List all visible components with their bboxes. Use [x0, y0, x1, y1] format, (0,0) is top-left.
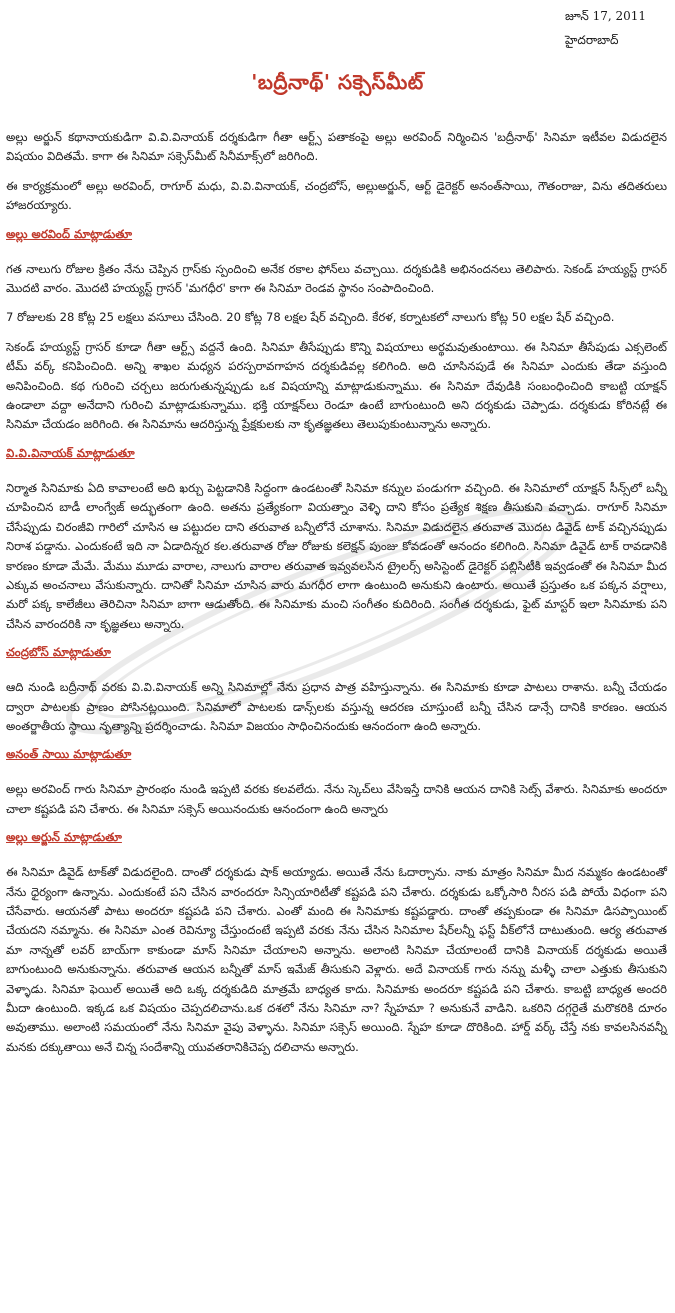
date-text: జూన్ 17, 2011 — [565, 9, 647, 23]
section-heading: అల్లు అరవింద్ మాట్లాడుతూ — [6, 226, 133, 241]
section-heading: అల్లు అర్జున్ మాట్లాడుతూ — [6, 830, 122, 845]
section-heading: అనంత్ సాయి మాట్లాడుతూ — [6, 747, 132, 762]
place-text: హైదరాబాద్ — [565, 33, 619, 47]
section-paragraph: ఆది నుండి బద్రీనాథ్ వరకు వి.వి.వినాయక్ అన్ని సినిమాల్లో నేను ప్రధాన పాత్ర వహిస్తున్నాను. ఈ సినిమాకు కూడా పాటలు రాశాను. బన్నీ చేయడం ద్వారా పాటలకు ప్రాణం పోసినట్లయింది. సినిమాలో పాటలకు డాన్స్‌లకు వస్తున్న ఆదరణ చూస్తుంటే బన్నీ చేసిన డాన్సే దానికి కారణం. ఆయన అంతర్జాతీయ స్థాయి నృత్యాన్ని ప్రదర్శించాడు. సినిమా విజయం సాధించినందుకు ఆనందంగా ఉంది అన్నారు. — [6, 680, 667, 733]
intro-paragraph: ఈ కార్యక్రమంలో అల్లు అరవింద్, రాగూర్ మధు, వి.వి.వినాయక్, చంద్రబోస్, అల్లుఅర్జున్, ఆర్ట్ డైరెక్టర్ అనంత్‌సాయి, గౌతంరాజు, విను తదితరులు హాజరయ్యారు. — [6, 178, 667, 213]
section-paragraph: ఈ సినిమా డివైడ్ టాక్‌తో విడుదలైంది. దాంతో దర్శకుడు షాక్ అయ్యాడు. అయితే నేను ఓదార్చాను. నాకు మాత్రం సినిమా మీద నమ్మకం ఉండటంతో నేను ధైర్యంగా ఉన్నాను. ఎందుకంటే పని చేసిన వారందరూ సిన్సియారిటీతో కష్టపడి పని చేశారు. దర్శకుడు ఒక్కోసారి నీరస పడి పోయే విధంగా పని చేసేవారు. ఆయనతో పాటు అందరూ కష్టపడి పని చేశారు. ఎంతో మంది ఈ సినిమాకు కష్టపడ్డారు. దాంతో తప్పకుండా ఈ సినిమా డిసప్పాయింట్ చేయదని నమ్మాను. ఈ సినిమా ఎంత రెవిన్యూ చేస్తుందంటే ఇప్పటి వరకు నేను చేసిన సినిమాల షేర్‌లన్నీ ఫస్ట్ వీక్‌లోనే దాటుతుంది. ఆర్య తరువాత మా నాన్నతో లవర్ బాయ్‌గా కాకుండా మాస్ సినిమా చేయాలని అన్నాను. అలాంటి సినిమా చేయాలంటే దానికి వినాయక్ దర్శకుడు అయితే బాగుంటుంది అనుకున్నాను. తరువాత ఆయన బన్నీతో మాస్ ఇమేజ్ తీసుకుని వెళ్లారు. అదే వినాయక్ గారు నన్ను మళ్ళీ చాలా ఎత్తుకు తీసుకుని వెళ్ళాడు. సినిమా ఫెయిల్ అయితే అది ఒక్క దర్శకుడిది మాత్రమే బాధ్యత కాదు. సినిమాకు అందరూ కష్టపడి పని చేశారు. కాబట్టి బాధ్యత అందరి మీదా ఉంటుంది. ఇక్కడ ఒక విషయం చెప్పదలిచాను.ఒక దశలో నేను సినిమా నా? స్నేహమా ? అనుకునే వాడిని. ఒకరిని దగ్గరైతే మరొకరికి దూరం అవుతాము. అలాంటి సమయంలో నేను సినిమా వైపు వెళ్ళాను. సినిమా సక్సెస్ అయింది. స్నేహ కూడా దొరికింది. హార్డ్ వర్క్ చేస్తే నకు కావలసినవన్నీ మనకు దక్కుతాయి అనే చిన్న సందేశాన్ని యువతరానికిచెప్ప దలిచాను అన్నారు. — [6, 865, 667, 1054]
section-paragraph: 7 రోజులకు 28 కోట్ల 25 లక్షలు వసూలు చేసింది. 20 కోట్ల 78 లక్షల షేర్ వచ్చింది. కేరళ, కర్నాటకలో నాలుగు కోట్ల 50 లక్షల షేర్ వచ్చింది. — [6, 310, 615, 325]
section-paragraph: సెకండ్ హయ్యస్ట్ గ్రాసర్ కూడా గీతా ఆర్ట్స్ వద్దనే ఉంది. సినిమా తీసేప్పుడు కొన్ని విషయాలు అర్థమవుతుంటాయి. ఈ సినిమా తీసేపుడు ఎక్సలెంట్ టీమ్ వర్క్ కనిపించింది. అన్ని శాఖల మధ్యన పరస్పరావగాహన దర్శకుడివల్ల కలిగింది. అది చూసినపుడే ఈ సినిమా ఎందుకు తేడా వస్తుంది అనిపించింది. కథ గురించి చర్చలు జరుగుతున్నప్పుడు ఒక విషయాన్ని మాట్లాడుకున్నాము. ఈ సినిమా దేవుడికి సంబంధించింది కాబట్టి యాక్షన్ ఉండాలా వద్దా అనేదాని గురించి మాట్లాడుకున్నాము. భక్తి యాక్షన్‌లు రెండూ ఉంటే బాగుంటుంది అని దర్శకుడు చెప్పాడు. దర్శకుడు కోరినట్లే ఈ సినిమా చేయడం జరిగింది. ఈ సినిమాను ఆదరిస్తున్న ప్రేక్షకులకు నా కృతజ్ఞతలు తెలుపుకుంటున్నాను అన్నారు. — [6, 339, 667, 432]
section-paragraph: గత నాలుగు రోజుల క్రితం నేను చెప్పిన గ్రాస్‌కు స్పందించి అనేక రకాల ఫోన్‌లు వచ్చాయి. దర్శకుడికి అభినందనలు తెలిపారు. సెకండ్ హయ్యస్ట్ గ్రాసర్ మొదటి వారం. మొదటి హయ్యస్ట్ గ్రాసర్ 'మగధీర' కాగా ఈ సినిమా రెండవ స్థానం సంపాదించింది. — [6, 261, 667, 296]
intro-paragraph: అల్లు అర్జున్ కథానాయకుడిగా వి.వి.వినాయక్ దర్శకుడిగా గీతా ఆర్ట్స్ పతాకంపై అల్లు అరవింద్ నిర్మించిన 'బద్రీనాథ్' సినిమా ఇటీవల విడుదలైన విషయం విదితమే. కాగా ఈ సినిమా సక్సెస్‌మీట్ సినీమాక్స్‌లో జరిగింది. — [6, 130, 667, 164]
section-paragraph: అల్లు అరవింద్ గారు సినిమా ప్రారంభం నుండి ఇప్పటి వరకు కలవలేదు. నేను స్కెచ్‌లు వేసిఇస్తే దానికి ఆయన దానికి సెట్స్ వేశారు. సినిమాకు అందరూ చాలా కష్టపడి పని చేశారు. ఈ సినిమా సక్సెస్ అయినందుకు ఆనందంగా ఉంది అన్నారు — [6, 782, 667, 816]
dateline — [565, 4, 657, 52]
page-title: 'బద్రీనాథ్' సక్సెస్‌మీట్ — [251, 70, 424, 94]
section-heading: చంద్రబోస్ మాట్లాడుతూ — [6, 645, 111, 660]
section-heading: వి.వి.వినాయక్ మాట్లాడుతూ — [6, 445, 135, 460]
section-paragraph: నిర్మాత సినిమాకు ఏది కావాలంటే అది ఖర్చు పెట్టడానికి సిద్ధంగా ఉండటంతో సినిమా కన్నుల పండుగగా వచ్చింది. ఈ సినిమాలో యాక్షన్ సీన్స్‌లో బన్నీ చూపించిన బాడీ లాంగ్వేజ్ అద్భుతంగా ఉంది. అతను ప్రత్యేకంగా వియత్నాం వెళ్ళి దాని కోసం ప్రత్యేక శిక్షణ తీసుకుని వచ్చాడు. రాగూర్ సినిమా చేసేప్పుడు చిరంజీవి గారిలో చూసిన ఆ పట్టుదల దాని తరువాత బన్నీలోనే చూశాను. సినిమా విడుదలైన తరువాత మొదట డివైడ్ టాక్ వచ్చినప్పుడు నిరాశ పడ్డాను. ఎందుకంటే ఇది నా ఏడాదిన్నర కల.తరువాత రోజు రోజుకు కలెక్షన్ పుంజు కోవడంతో ఆనందం కలిగింది. సినిమా డివైడ్ టాక్ రావడానికి కారణం కూడా మేమే. మేము మూడు వారాల, నాలుగు వారాల తరువాత ఇవ్వవలసిన ట్రైలర్స్ అసిస్టెంట్ డైరెక్టర్ పబ్లిసిటీకి ఇవ్వడంతో ఈ సినిమా మీద ఎక్కువ అంచనాలు వేసుకున్నారు. దానితో సినిమా చూసిన వారు మగధీర లాగా ఉంటుంది అనుకుని ఉంటారు. అయితే ప్రస్తుతం ఒక పక్కన వర్షాలు, మరో పక్క కాలేజీలు తెరిచినా సినిమా బాగా ఆడుతోంది. ఈ సినిమాకు మంచి సంగీతం కుదిరింది. సంగీత దర్శకుడు, ఫైట్ మాస్టర్ ఇలా సినిమాకు పని చేసిన వారందరికి నా కృజ్ఞతలు అన్నారు. — [6, 480, 667, 631]
article-body — [6, 128, 667, 1067]
